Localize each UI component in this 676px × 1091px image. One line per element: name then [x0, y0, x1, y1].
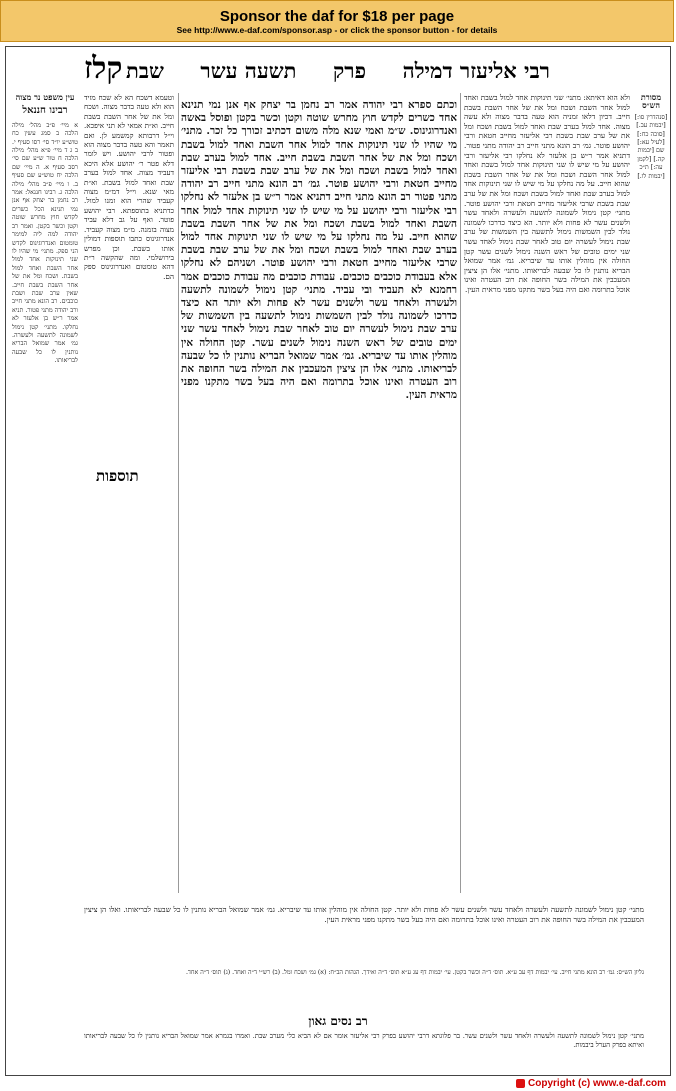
- masoret-title: מסורת הש״ס: [640, 93, 662, 111]
- rashi-text: ולא הוא דאיתא: מתני׳ שני תינוקות אחד למול בשבת ואחד למול אחר השבת ושכח ומל את של אחר השבת בשבת חייב. דכיון דלאו זמניה הוא טעה בדבר מצוה ולא עשה מצוה. אחד למול בערב שבת ואחד למול בשבת ושכח ומל את של ערב שבת בשבת רבי אליעזר מחייב חטאת ורבי יהושע פוטר. גמ׳ רב הונא מתני חייב רב יהודה מתני פטור. דתניא אמר ר״ש בן אלעזר לא נחלקו רבי אליעזר ורבי יהושע על מי שיש לו שני תינוקות אחד למול בשבת ואחד למול אחר השבת ושכח ומל את של אחר השבת בשבת שהוא חייב. על מה נחלקו על מי שיש לו שני תינוקות אחד למול בערב שבת ואחד למול בשבת ושכח ומל את של ערב שבת בשבת שרבי אליעזר מחייב חטאת ורבי יהושע פוטר. מתני׳ קטן נימול לשמונה לתשעה ולעשרה ולאחד עשר ולשנים עשר לא פחות ולא יותר. הא כיצד כדרכו לשמונה נולד לבין השמשות נימול לתשעה בין השמשות של ערב שבת נימול לעשרה יום טוב לאחר שבת נימול לאחד עשר שני ימים טובים של ראש השנה נימול לשנים עשר קטן החולה אין מוהלין אותו עד שיבריא. גמ׳ אמר שמואל הבריא נותנין לו כל שבעה לבריאותו. מתני׳ אלו הן ציצין המעכבין את המילה בשר החופה את רוב העטרה ואינו אוכל בתרומה ואם היה בעל בשר מתקנו מפני מראית העין.: [464, 93, 630, 294]
- margin-left-text: א מיי׳ פ״ב מהל׳ מילה הלכה ב סמג עשין כח טוש״ע יו״ד סי׳ רסו סעיף י. ב ג ד מיי׳ פ״א מהל׳ מילה הלכה ח טור ש״ע שם סי׳ רסב סעיף א. ה מיי׳ שם הלכה יח טוש״ע שם סעיף ב. ו מיי׳ פ״ב מהל׳ מילה הלכה ג. רבינו חננאל: אמר רב נחמן בר יצחק אף אנן נמי תנינא הכל כשרים לקדש חוץ מחרש שוטה וקטן וכשר בקטן. ואמר רב יהודה למה ליה למימר טומטום ואנדרוגינוס לקדש הני ספק. מתני׳ מי שהיו לו שני תינוקות אחד למול אחר השבת ואחד למול בשבת. ושכח ומל את של אחר השבת בשבת חייב. שאין ערב שבת ושבת כוכבים. רב הונא מתני חייב ורב יהודה מתני פטור. תניא אמר ר״ש בן אלעזר לא נחלקו. מתני׳ קטן נימול לשמונה לתשעה ולעשרה. גמ׳ אמר שמואל הבריא נותנין לו כל שבעה לבריאותו.: [12, 121, 78, 365]
- margin-right-column: [634, 93, 668, 873]
- tractate-name: שבת: [126, 58, 164, 83]
- tosafot-title: תוספות: [96, 467, 139, 485]
- rabeinu-chananel-title: רבינו חננאל: [22, 105, 68, 117]
- talmud-page: [5, 46, 671, 1076]
- chapter-word: פרק: [333, 58, 367, 83]
- column-divider: [460, 93, 461, 893]
- copyright-link[interactable]: [516, 1078, 666, 1089]
- chapter-name: רבי אליעזר דמילה: [402, 58, 550, 83]
- rashi-commentary: [464, 93, 630, 873]
- ein-mishpat-title: עין משפט נר מצוה: [15, 93, 75, 102]
- edaf-logo-icon: [516, 1079, 525, 1088]
- margin-left-column: [12, 93, 78, 1083]
- chapter-number: תשעה עשר: [200, 58, 297, 83]
- rav-nissim-commentary: [84, 1032, 644, 1072]
- tosafot-text: וטעמא דשכח הא לא שכח מזיד הוא ולא טעה בדבר מצוה. ושכח ומל את של אחר השבת בשבת חייב. וא״ת אמאי לא תני איפכא. וי״ל דרבותא קמשמע לן. ואם תאמר והא טעה בדבר מצוה הוא ופטור לרבי יהושע. ויש לומר דלא פטר ר׳ יהושע אלא היכא דעביד מצוה. אחד למול בערב שבת ואחד למול בשבת. וא״ת מאי שנא. וי״ל דמ״מ מצוה קעביד שהרי הוא זמנו למול. כדתניא בתוספתא. רבי יהושע פוטר. ואף על גב דלא עביד מצוה בזמנה. מ״מ מצוה קעביד. אנדרוגינוס כתבו תוספות דמולין אותו בשבת. וכן מפרש בירושלמי. ומה שהקשה ר״ת דהא טומטום ואנדרוגינוס ספק הם.: [84, 93, 174, 281]
- page-header: [126, 51, 550, 91]
- masoret-text: [סנהדרין סו:] [יבמות עב.] [סוכה כח:] [לעיל עא:] שם [יבמות קה.] [לקמן עה:] ת״כ [יבמות לו.]: [634, 113, 668, 180]
- sponsor-subtitle[interactable]: See http://www.e-daf.com/sponsor.asp - or click the sponsor button - for details: [176, 25, 498, 35]
- lower-commentary: [84, 905, 644, 965]
- column-divider: [178, 93, 179, 893]
- lower-text: מתני׳ קטן נימול לשמונה לתשעה ולעשרה ולאחד עשר ולשנים עשר לא פחות ולא יותר. קטן החולה אין מוהלין אותו עד שיבריא. גמ׳ אמר שמואל הבריא נותנין לו כל שבעה לבריאותו. ואלו הן ציצין המעכבין את המילה בשר החופה את רוב העטרה ואינו אוכל בתרומה ואם היה בעל בשר מתקנו מפני מראית העין.: [84, 905, 644, 924]
- sponsor-banner[interactable]: [0, 0, 674, 42]
- rav-nissim-text: מתני׳ קטן נימול לשמונה לתשעה ולעשרה ולאחד עשר ולשנים עשר. בר פלוגתא דרבי יהושע בפרק רבי אליעזר אומר אם לא הביא כלי מערב שבת. ואמרו בגמרא אמר שמואל הבריא נותנין לו כל שבעה לבריאותו ואיתא בפרק הערל ביבמות.: [84, 1032, 644, 1049]
- notes-text: גליון הש״ס: גמ׳ רב הונא מתני חייב. עי׳ יבמות דף עב ע״א. תוס׳ ד״ה וכשר בקטן. עי׳ יבמות דף עג ע״א תוס׳ ד״ה ואידך. הגהות הב״ח: (א) גמ׳ ושכח ומל. (ב) רש״י ד״ה ואחד. (ג) תוס׳ ד״ה אחד.: [185, 969, 644, 976]
- gemara-text: וכתם ספרא רבי יהודה אמר רב נחמן בר יצחק אף אנן נמי תנינא אחד כשרים לקדש חוץ מחרש שוטה וקטן וכשר בקטן ופוסל באשה ואנדרוגינוס. ש״מ ואמי שנא מלה משום דכתיב זכורך כל זכר. מתני׳ מי שהיו לו שני תינוקות אחד למול אחר השבת ואחד למול בשבת ושכח ומל את של אחר השבת בשבת חייב. אחד למול בערב שבת ואחד למול בשבת ושכח ומל את של ערב שבת בשבת רבי אליעזר מחייב חטאת ורבי יהושע פוטר. גמ׳ רב הונא מתני חייב רב יהודה מתני פטור רב הונא מתני חייב דתניא אמר ר״ש בן אלעזר לא נחלקו רבי אליעזר ורבי יהושע על מי שיש לו שני תינוקות אחד למול אחר השבת ואחד למול בשבת ושכח ומל את של אחר השבת בשבת שהוא חייב. על מה נחלקו על מי שיש לו שני תינוקות אחד למול בערב שבת ואחד למול בשבת ושכח ומל את של ערב שבת בשבת שרבי אליעזר מחייב חטאת ורבי יהושע פוטר. ושניהם לא נחלקו אלא בעבודת כוכבים כוכבים. עבודת כוכבים מה עבודת כוכבים אמר רחמנא לא תעביד ובי עביד. מתני׳ קטן נימול לשמונה לתשעה ולעשרה ולאחד עשר ולשנים עשר לא פחות ולא יותר הא כיצד כדרכו לשמונה נולד לבין השמשות נימול לתשעה בין השמשות של ערב שבת נימול לעשרה יום טוב לאחר שבת נימול לאחד עשר שני ימים טובים של ראש השנה נימול לשנים עשר. קטן החולה אין מוהלין אותו עד שיבריא. גמ׳ אמר שמואל הבריא נותנין לו כל שבעה לבריאותו. מתני׳ אלו הן ציצין המעכבין את המילה בשר החופה את רוב העטרה ואינו אוכל בתרומה ואם היה בעל בשר מתקנו מפני מראית העין.: [181, 99, 457, 402]
- sponsor-title[interactable]: Sponsor the daf for $18 per page: [219, 8, 455, 25]
- gemara-text-block: [181, 99, 457, 899]
- notes-block: [84, 969, 644, 1009]
- copyright-text[interactable]: Copyright (c) www.e-daf.com: [528, 1078, 666, 1089]
- page-number: קלז: [84, 51, 123, 86]
- rav-nissim-title: רב נסים גאון: [308, 1014, 368, 1028]
